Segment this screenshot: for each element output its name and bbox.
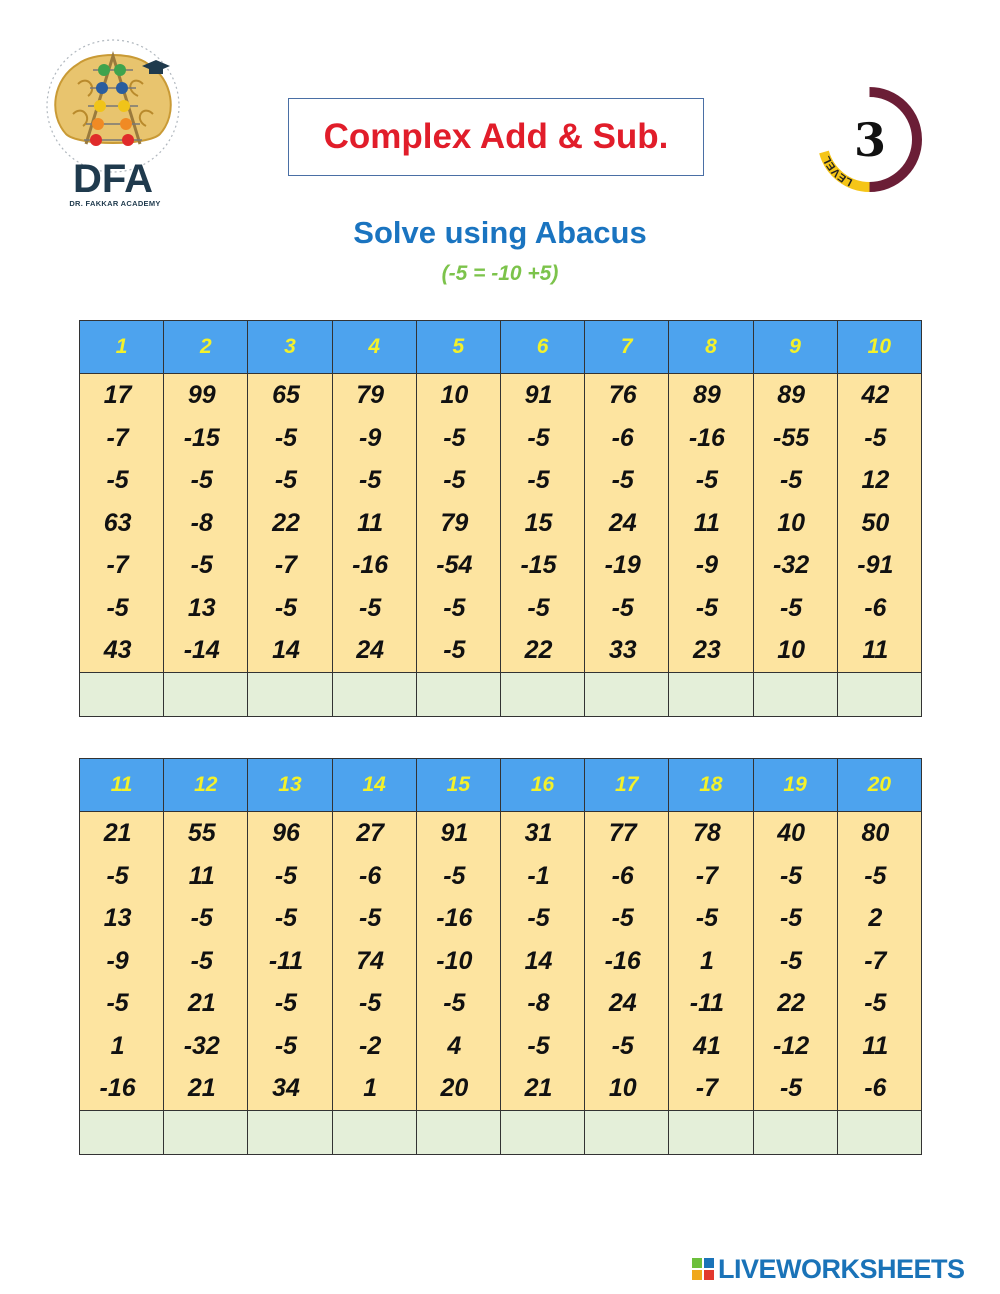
problem-value: 13 [103, 904, 132, 932]
problem-value: -5 [106, 466, 129, 494]
problem-value: -5 [527, 904, 550, 932]
problem-column [669, 374, 753, 673]
problem-value: -32 [183, 1031, 220, 1060]
problem-column [837, 812, 921, 1111]
problem-number: 11 [80, 759, 164, 812]
problem-value: -6 [359, 861, 382, 890]
problem-column [585, 812, 669, 1111]
problem-value: -5 [359, 904, 382, 932]
problem-column [332, 374, 416, 673]
problem-value: -16 [604, 946, 641, 975]
problem-value: -5 [779, 1074, 803, 1102]
answer-cell [248, 673, 332, 717]
problem-value: 89 [777, 381, 805, 409]
problem-value: -5 [190, 551, 213, 579]
liveworksheets-icon [692, 1258, 714, 1280]
problem-number: 14 [332, 759, 416, 812]
answer-input[interactable] [248, 1110, 335, 1155]
problem-value: 14 [272, 636, 300, 664]
problem-value: -5 [779, 861, 803, 890]
problem-value: 24 [608, 508, 637, 537]
problem-value: -5 [274, 989, 298, 1017]
problem-value: -9 [106, 946, 129, 975]
level-label: LEVEL [820, 153, 855, 189]
problem-column [80, 812, 164, 1111]
problem-value: -5 [611, 466, 634, 494]
answer-row [80, 673, 922, 717]
problem-value: 15 [524, 508, 553, 537]
brand-text: LIVEWORKSHEETS [718, 1253, 965, 1284]
problem-column [164, 812, 248, 1111]
problem-value: -5 [274, 1031, 298, 1060]
problem-value: 55 [187, 819, 216, 847]
problem-value: -15 [183, 423, 220, 452]
problem-value: 10 [440, 381, 469, 409]
problem-value: 21 [187, 1074, 216, 1102]
problem-column [164, 374, 248, 673]
problem-value: 22 [777, 989, 805, 1017]
problem-value: 2 [868, 904, 883, 932]
liveworksheets-brand[interactable] [692, 1254, 965, 1284]
header-row [80, 321, 922, 374]
problem-value: -5 [527, 593, 550, 622]
answer-cell [753, 673, 837, 717]
problem-value: 20 [440, 1074, 469, 1102]
answer-input[interactable] [501, 1110, 588, 1155]
answer-input[interactable] [417, 672, 504, 717]
problem-value: -5 [695, 466, 719, 494]
problem-value: -5 [443, 636, 466, 664]
answer-cell [669, 673, 753, 717]
problem-value: -8 [527, 989, 550, 1017]
problem-value: 79 [356, 381, 385, 409]
problem-number: 4 [332, 321, 416, 374]
problem-value: 22 [524, 636, 553, 664]
hint-formula: (-5 = -10 +5) [441, 262, 559, 285]
problem-value: 11 [862, 636, 889, 664]
problem-value: 11 [357, 508, 384, 537]
answer-input[interactable] [754, 672, 841, 717]
answer-input[interactable] [585, 672, 672, 717]
answer-row [80, 1111, 922, 1155]
problem-number: 18 [669, 759, 753, 812]
problem-value: -5 [695, 904, 719, 932]
answer-cell [164, 1111, 248, 1155]
problem-column [500, 374, 584, 673]
problem-value: -5 [779, 946, 803, 975]
problem-value: -32 [773, 551, 810, 579]
problem-table-1 [79, 320, 922, 717]
answer-cell [500, 673, 584, 717]
problem-number: 7 [585, 321, 669, 374]
problem-value: -5 [864, 423, 887, 452]
problem-number: 6 [500, 321, 584, 374]
problem-value: -5 [779, 593, 803, 622]
answer-cell [248, 1111, 332, 1155]
problem-value: -5 [864, 989, 887, 1017]
problem-value: -10 [436, 946, 473, 975]
problem-value: 21 [103, 819, 132, 847]
header-row [80, 759, 922, 812]
problem-value: -7 [695, 861, 719, 890]
problem-value: 1 [699, 946, 714, 975]
problem-value: -5 [274, 904, 298, 932]
problem-value: 43 [103, 636, 132, 664]
problem-value: -5 [443, 593, 466, 622]
problem-value: -5 [527, 423, 550, 452]
problem-value: 11 [862, 1031, 889, 1060]
answer-cell [416, 1111, 500, 1155]
problem-column [416, 812, 500, 1111]
answer-input[interactable] [333, 1110, 420, 1155]
logo-caption: DR. FAKKAR ACADEMY [69, 199, 161, 208]
answer-cell [585, 1111, 669, 1155]
problem-value: -5 [527, 466, 550, 494]
problem-value: -5 [274, 861, 298, 890]
problem-value: 21 [187, 989, 216, 1017]
answer-input[interactable] [838, 1110, 925, 1155]
problem-value: 11 [188, 861, 215, 890]
problem-value: 24 [608, 989, 637, 1017]
problem-value: 24 [356, 636, 385, 664]
problem-value: -7 [274, 551, 298, 579]
problem-value: -7 [695, 1074, 719, 1102]
problem-value: 50 [861, 508, 890, 537]
problem-value: -5 [190, 904, 213, 932]
problem-column [416, 374, 500, 673]
problem-value: 91 [524, 381, 553, 409]
numbers-row [80, 374, 922, 673]
problem-number: 8 [669, 321, 753, 374]
problem-value: -8 [190, 508, 213, 537]
problem-value: -5 [190, 946, 213, 975]
problem-value: 11 [693, 508, 720, 537]
level-number: 3 [853, 113, 887, 167]
problem-value: -5 [864, 861, 887, 890]
problem-column [80, 374, 164, 673]
problem-column [332, 812, 416, 1111]
instructions: Solve using Abacus [353, 215, 647, 250]
problem-column [585, 374, 669, 673]
title-box [288, 98, 704, 176]
problem-number: 3 [248, 321, 332, 374]
problem-value: 12 [861, 466, 890, 494]
problem-value: 10 [777, 636, 805, 664]
answer-input[interactable] [501, 672, 588, 717]
problem-value: 13 [187, 593, 216, 622]
problem-value: -55 [773, 423, 810, 452]
worksheet-title: Complex Add & Sub. [323, 117, 669, 156]
problem-value: -16 [352, 551, 389, 579]
problem-value: 77 [608, 819, 637, 847]
problem-value: -16 [99, 1074, 136, 1102]
problem-value: -5 [190, 466, 213, 494]
problem-number: 16 [500, 759, 584, 812]
answer-input[interactable] [417, 1110, 504, 1155]
problem-value: 91 [440, 819, 469, 847]
problem-value: -11 [268, 946, 304, 975]
answer-cell [753, 1111, 837, 1155]
answer-input[interactable] [838, 672, 925, 717]
problem-value: -6 [611, 861, 634, 890]
problem-value: 41 [693, 1031, 721, 1060]
problem-value: -7 [106, 551, 129, 579]
answer-input[interactable] [80, 1110, 167, 1155]
answer-cell [80, 1111, 164, 1155]
problem-number: 20 [837, 759, 921, 812]
problem-value: 21 [524, 1074, 553, 1102]
answer-cell [332, 673, 416, 717]
answer-cell [500, 1111, 584, 1155]
answer-cell [332, 1111, 416, 1155]
problem-value: 17 [103, 381, 132, 409]
answer-input[interactable] [164, 1110, 251, 1155]
answer-cell [164, 673, 248, 717]
problem-value: 99 [187, 381, 216, 409]
problem-number: 2 [164, 321, 248, 374]
problem-value: 89 [693, 381, 721, 409]
problem-value: -5 [274, 466, 298, 494]
problem-number: 15 [416, 759, 500, 812]
problem-number: 5 [416, 321, 500, 374]
answer-input[interactable] [164, 672, 251, 717]
answer-input[interactable] [333, 672, 420, 717]
problem-number: 9 [753, 321, 837, 374]
problem-value: -5 [359, 593, 382, 622]
problem-number: 13 [248, 759, 332, 812]
answer-input[interactable] [754, 1110, 841, 1155]
problem-value: -7 [864, 946, 887, 975]
answer-input[interactable] [585, 1110, 672, 1155]
problem-value: 63 [103, 508, 132, 537]
problem-value: -16 [688, 423, 725, 452]
problem-value: -11 [689, 989, 725, 1017]
problem-value: -15 [520, 551, 557, 579]
academy-logo [38, 34, 188, 214]
answer-cell [80, 673, 164, 717]
problem-value: 10 [608, 1074, 637, 1102]
problem-value: 78 [693, 819, 721, 847]
problem-value: -5 [443, 466, 466, 494]
problem-column [248, 374, 332, 673]
problem-value: 65 [272, 381, 300, 409]
problem-column [669, 812, 753, 1111]
problem-value: -5 [106, 593, 129, 622]
problem-value: 31 [524, 819, 553, 847]
problem-value: -9 [695, 551, 719, 579]
problem-value: 33 [608, 636, 637, 664]
problem-value: 27 [356, 819, 385, 847]
logo-text: DFA [73, 157, 153, 201]
problem-value: -5 [443, 861, 466, 890]
problem-value: -16 [436, 904, 473, 932]
problem-value: 1 [363, 1074, 378, 1102]
answer-cell [585, 673, 669, 717]
problem-column [837, 374, 921, 673]
problem-value: -12 [773, 1031, 810, 1060]
problem-value: -5 [274, 593, 298, 622]
problem-value: -5 [106, 861, 129, 890]
answer-cell [837, 1111, 921, 1155]
problem-value: -7 [106, 423, 129, 452]
problem-value: 10 [777, 508, 805, 537]
problem-column [753, 374, 837, 673]
problem-value: -6 [864, 1074, 887, 1102]
problem-value: -19 [604, 551, 641, 579]
problem-value: -5 [106, 989, 129, 1017]
problem-value: 80 [861, 819, 890, 847]
problem-value: 22 [272, 508, 300, 537]
problem-value: 40 [777, 819, 805, 847]
problem-value: -54 [436, 551, 473, 579]
problem-value: -5 [611, 1031, 634, 1060]
answer-input[interactable] [669, 672, 756, 717]
problem-value: -5 [611, 904, 634, 932]
problem-value: 14 [524, 946, 553, 975]
problem-value: -5 [443, 423, 466, 452]
problem-value: -91 [857, 551, 894, 579]
problem-value: -14 [183, 636, 220, 664]
problem-value: 79 [440, 508, 469, 537]
problem-column [753, 812, 837, 1111]
problem-value: -5 [779, 904, 803, 932]
answer-input[interactable] [669, 1110, 756, 1155]
problem-value: 23 [693, 636, 721, 664]
problem-value: -5 [359, 989, 382, 1017]
numbers-row [80, 812, 922, 1111]
problem-number: 10 [837, 321, 921, 374]
problem-value: -2 [359, 1031, 382, 1060]
problem-value: -5 [695, 593, 719, 622]
problem-value: 1 [110, 1031, 125, 1060]
problem-number: 12 [164, 759, 248, 812]
answer-cell [837, 673, 921, 717]
problem-number: 17 [585, 759, 669, 812]
problem-table-2 [79, 758, 922, 1155]
problem-value: -5 [527, 1031, 550, 1060]
problem-value: -6 [864, 593, 887, 622]
problem-value: -9 [359, 423, 382, 452]
problem-value: -5 [274, 423, 298, 452]
answer-input[interactable] [248, 672, 335, 717]
problem-value: 42 [861, 381, 890, 409]
problem-number: 1 [80, 321, 164, 374]
problem-value: 96 [272, 819, 300, 847]
problem-value: 34 [272, 1074, 300, 1102]
problem-value: -5 [611, 593, 634, 622]
problem-value: -5 [779, 466, 803, 494]
problem-value: 74 [356, 946, 385, 975]
problem-value: -1 [527, 861, 550, 890]
problem-value: -6 [611, 423, 634, 452]
problem-value: 76 [608, 381, 637, 409]
answer-cell [669, 1111, 753, 1155]
problem-column [500, 812, 584, 1111]
answer-cell [416, 673, 500, 717]
problem-number: 19 [753, 759, 837, 812]
level-badge [812, 82, 927, 197]
problem-value: -5 [443, 989, 466, 1017]
problem-value: -5 [359, 466, 382, 494]
answer-input[interactable] [80, 672, 167, 717]
problem-value: 4 [447, 1031, 462, 1060]
problem-column [248, 812, 332, 1111]
